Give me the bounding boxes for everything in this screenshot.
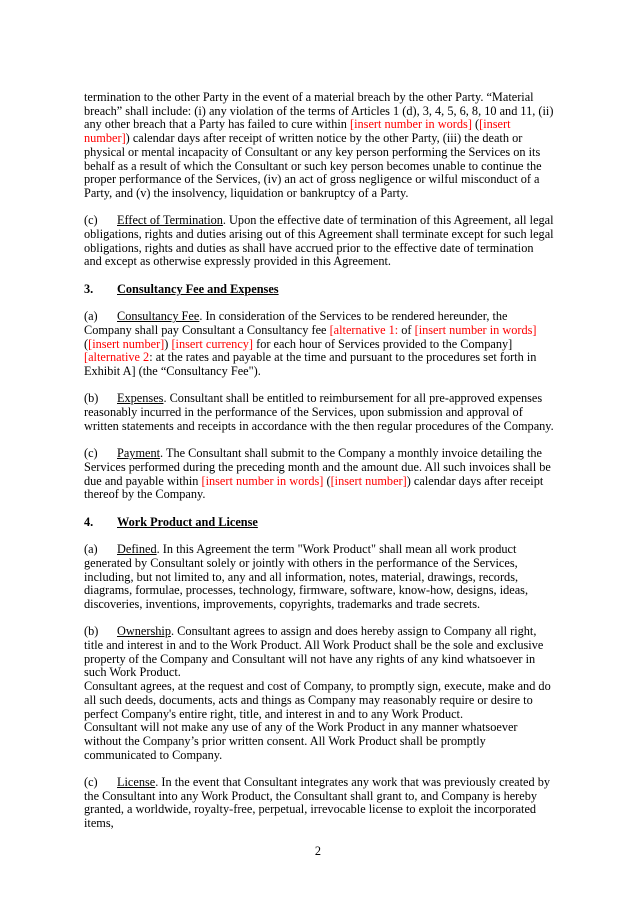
heading-work-product-and-license [84,516,554,530]
text-run: ( [471,117,480,132]
text-run: ) calendar days after receipt of written notice by the other Party, (iii) the death or physical or mental incapacity of Consultant or any key person performing the Services on its behalf as a result of which the Consultant or such key person becomes unable to continue the proper performance of the Services, (iv) an act of gross negligence or wilful misconduct of a Party, and (v) the insolvency, liquidation or bankruptcy of a Party. [84,131,542,200]
paragraph-label: (c) [84,446,98,461]
text-run: Defined [117,542,157,557]
text-run: [insert number] [88,336,165,351]
text-run: . Consultant shall be entitled to reimbursement for all pre-approved expenses reasonably incurred in the performance of the Services, upon submission and approval of written statements and receipts in accordance with the then regular procedures of the Company. [84,391,554,433]
para-consultancy-fee [84,310,554,379]
text-run: Work Product and License [117,514,258,529]
text-run: [alternative 2 [84,350,150,365]
para-effect-of-termination [84,214,554,269]
para-defined [84,543,554,612]
para-payment [84,447,554,502]
paragraph-label: (b) [84,391,99,406]
text-run: : at the rates and payable at the time and pursuant to the procedures set forth in Exhibit A] (the “Consultancy Fee"). [84,350,537,379]
text-run: [alternative 1: [329,322,399,337]
text-run: . The Consultant shall submit to the Company a monthly invoice detailing the Services performed during the preceding month and the amount due. All such invoices shall be due and payable within [84,446,551,488]
text-run: ( [323,473,331,488]
text-run: License [117,775,156,790]
text-run: [insert number in words] [414,322,537,337]
paragraph-label: 4. [84,514,94,529]
para-material-breach-continuation [84,91,554,201]
text-run: [insert number] [84,117,511,146]
text-run: ) [164,336,172,351]
text-run: for each hour of Services provided to the Company] [253,336,513,351]
text-run: Consultant agrees, at the request and cost of Company, to promptly sign, execute, make and do all such deeds, documents, acts and things as Company may reasonably require or desire to perfect Company's entire right, title, and interest in and to any Work Product. [84,679,551,721]
text-run: of [398,322,415,337]
text-run: . In the event that Consultant integrates any work that was previously created by the Consultant into any Work Product, the Consultant shall grant to, and Company is hereby granted, a worldwide, royalty-free, perpetual, irrevocable license to exploit the incorporated items, [84,775,551,831]
text-run: Expenses [117,391,164,406]
text-run: ) calendar days after receipt thereof by the Company. [84,473,544,502]
text-run: . Upon the effective date of termination of this Agreement, all legal obligations, rights and duties arising out of this Agreement shall terminate except for such legal obligations, rights and duties as shall have accrued prior to the effective date of termination and except as otherwise expressly provided in this Agreement. [84,213,554,269]
text-run: Consultant will not make any use of any of the Work Product in any manner whatsoever without the Company’s prior written consent. All Work Product shall be promptly communicated to Company. [84,720,518,762]
para-license [84,776,554,831]
text-run: Consultancy Fee and Expenses [117,281,279,296]
text-run: . Consultant agrees to assign and does hereby assign to Company all right, title and interest in and to the Work Product. All Work Product shall be the sole and exclusive property of the Company and Consultant will not have any rights of any kind whatsoever in such Work Product. [84,624,544,680]
page-number: 2 [314,844,322,858]
text-run: . In consideration of the Services to be rendered hereunder, the Company shall pay Consultant a Consultancy fee [84,309,508,337]
paragraph-label: (a) [84,309,98,324]
text-run: ( [84,336,89,351]
text-run: [insert currency] [171,336,254,351]
text-run: [insert number in words] [201,473,324,488]
text-run: termination to the other Party in the event of a material breach by the other Party. “Material breach” shall include: (i) any violation of the terms of Articles 1 (d), 3, 4, 5, 6, 8, 10 and 11, (ii) any other breach that a Party has failed to cure within [84,90,554,132]
para-expenses [84,392,554,433]
text-run: Consultancy Fee [117,309,200,324]
heading-consultancy-fee-and-expenses [84,283,554,297]
paragraph-label: (c) [84,775,98,790]
paragraph-label: (a) [84,542,98,557]
text-run: [insert number] [330,473,407,488]
para-ownership [84,625,554,762]
text-run: Effect of Termination [117,213,223,228]
document-body [84,91,554,845]
paragraph-label: 3. [84,281,94,296]
text-run: Payment [117,446,161,461]
text-run: Ownership [117,624,171,639]
paragraph-label: (b) [84,624,99,639]
text-run: [insert number in words] [350,117,472,132]
text-run: . In this Agreement the term "Work Product" shall mean all work product generated by Consultant solely or jointly with others in the performance of the Services, including, but not limited to, any and all information, notes, material, drawings, records, diagrams, formulae, processes, technology, firmware, software, know-how, designs, ideas, discoveries, inventions, improvements, copyrights, trademarks and trade secrets. [84,542,529,611]
paragraph-label: (c) [84,213,98,228]
